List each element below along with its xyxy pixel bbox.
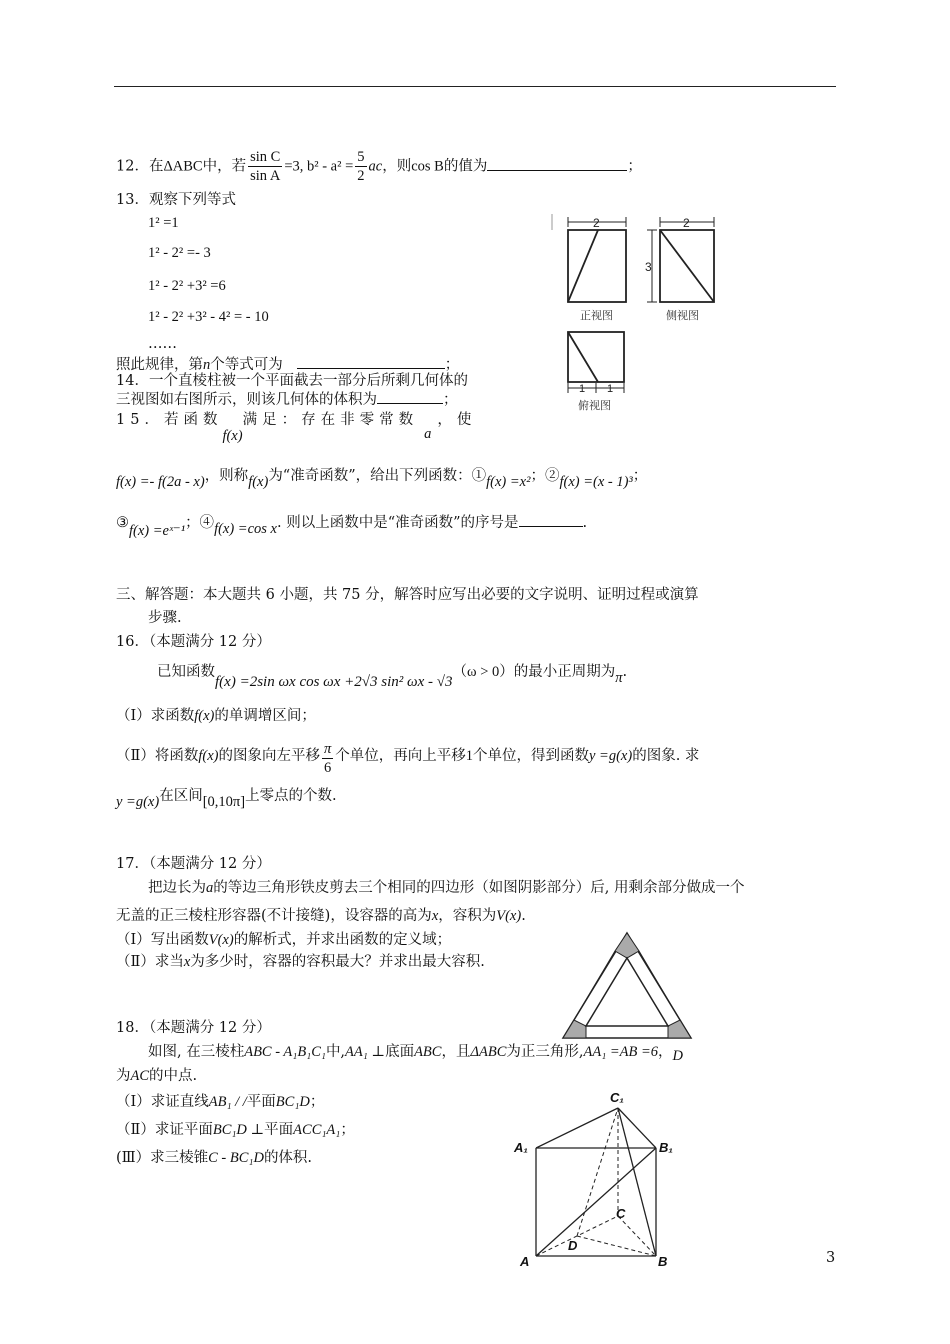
q17-title: 17．（本题满分 12 分）: [116, 856, 271, 872]
front-dim-label: 2: [593, 216, 600, 230]
q17-part1-b: 的解析式，并求出函数的定义域；: [233, 932, 452, 948]
q13-rule-text2: 个等式可为: [210, 357, 283, 373]
q17-part2-b: 为多少时，容器的容积最大？并求出最大容积.: [190, 954, 485, 970]
page-number: 3: [826, 1250, 836, 1266]
q12-answer-blank[interactable]: [487, 156, 627, 171]
q17-line1-b: 的等边三角形铁皮剪去三个相同的四边形（如图阴影部分）后, 用剩余部分做成一个: [213, 880, 745, 896]
q17-part1-vx: V(x): [208, 932, 234, 948]
q13-rule-text: 照此规律，第: [116, 357, 203, 373]
q18-line2: [116, 1066, 197, 1086]
q16-part2-fx: f(x): [198, 748, 219, 764]
q16-part1: [116, 706, 316, 726]
q16-intro: 已知函数: [157, 664, 215, 680]
q16-part2: [116, 740, 699, 777]
q15-sep2: ；: [632, 468, 648, 484]
q16-part2-line2: [116, 786, 337, 810]
q16-line3-b: 上零点的个数.: [245, 788, 337, 804]
q14-line2: [116, 389, 458, 410]
q15-line3: [116, 512, 588, 539]
q17-part2-a: （Ⅱ）求当: [116, 954, 184, 970]
q12-cosb: cos B: [411, 158, 444, 175]
q18-part1: [116, 1092, 324, 1112]
q18-line1-d: ，且: [441, 1044, 471, 1060]
q16-pi: π: [615, 670, 623, 686]
q18-line1-b: 中,: [325, 1044, 346, 1060]
label-D: D: [568, 1238, 578, 1253]
front-view: [568, 216, 626, 322]
q18-part3-a: (Ⅲ）求三棱锥: [116, 1150, 209, 1166]
q16-intro-line: [157, 662, 628, 690]
q17-part1-a: （Ⅰ）写出函数: [116, 932, 209, 948]
q14-line1: 14．一个直棱柱被一个平面截去一部分后所剩几何体的: [116, 373, 468, 389]
q16-title: 16．（本题满分 12 分）: [116, 634, 271, 650]
q18-prism: ABC - A₁B₁C₁: [244, 1044, 326, 1060]
q13-label: 13．观察下列等式: [116, 192, 236, 208]
q18-part3-b: 的体积.: [263, 1150, 313, 1166]
q15-fx2: f(x): [248, 474, 269, 490]
q15-f2: f(x) =(x - 1)³: [559, 474, 633, 490]
q18-line1-a: 如图, 在三棱柱: [148, 1044, 245, 1060]
q18-part2: [116, 1120, 355, 1140]
q18-line1-c: 底面: [385, 1044, 415, 1060]
q15-f3: f(x) =eˣ⁻¹: [129, 523, 186, 539]
q16-one: 1: [465, 748, 473, 764]
label-C: C: [616, 1206, 626, 1221]
q18-aa1: AA₁ ⊥: [345, 1044, 386, 1060]
q12-text1: 中，若: [202, 158, 247, 175]
q17-part2: [116, 952, 485, 972]
q16-part2-e: 的图象. 求: [632, 748, 700, 764]
q17-line2-c: .: [521, 908, 526, 924]
q18-part3: [116, 1148, 312, 1168]
q14-end: ；: [443, 392, 458, 408]
q12-text2: ，则: [382, 158, 412, 175]
q15-fx: f(x): [222, 428, 243, 444]
q12-eq1: =3, b² - a² =: [284, 158, 354, 175]
q18-part1-a: （Ⅰ）求证直线: [116, 1094, 209, 1110]
q18-abc: ABC: [414, 1044, 442, 1060]
q14-line2-text: 三视图如右图所示，则该几何体的体积为: [116, 392, 377, 408]
q15-line2: [116, 466, 648, 490]
section3-line2: 步骤.: [148, 610, 182, 626]
q16-part2-c: 个单位，再向上平移: [335, 748, 466, 764]
q15-text-a: 15．若函数: [116, 412, 223, 428]
q18-part1-b: 平面: [246, 1094, 276, 1110]
q13-eq-3: 1² - 2² +3² =6: [148, 278, 226, 294]
prism-figure: [508, 1086, 688, 1272]
q13-eq-1: 1² =1: [148, 215, 179, 231]
q15-f1: f(x) =x²: [486, 474, 531, 490]
q18-ab1: AB₁ / /: [208, 1094, 247, 1110]
q15-answer-blank[interactable]: [519, 512, 583, 527]
q18-bc1d: BC₁D: [275, 1094, 310, 1110]
q16-interval: [0,10π]: [202, 794, 246, 810]
q17-part2-x: x: [183, 954, 191, 970]
q12-line: [116, 148, 642, 185]
q16-part2-d: 个单位，得到函数: [473, 748, 589, 764]
q15-sep1: ；②: [530, 468, 560, 484]
q17-x: x: [431, 908, 439, 924]
q15-f4: f(x) =cos x: [214, 521, 277, 537]
q13-answer-blank[interactable]: [297, 354, 445, 369]
q15-a: a: [424, 426, 432, 442]
header-rule: [114, 86, 836, 87]
top-dim-right: 1: [607, 383, 614, 395]
q16-ygx: y =g(x): [589, 748, 633, 764]
q15-text-b: 满足：存在非零常数: [242, 412, 419, 428]
q15-circ3: ③: [116, 515, 129, 531]
q18-line1-e: 为正三角形,: [506, 1044, 584, 1060]
q16-part1-a: （Ⅰ）求函数: [116, 708, 195, 724]
label-A1: A₁: [514, 1140, 528, 1155]
top-dim-left: 1: [579, 383, 586, 395]
label-B: B: [658, 1254, 668, 1269]
q18-line2-b: 的中点.: [149, 1068, 198, 1084]
q15-line2-b: 为“准奇函数”，给出下列函数：①: [268, 468, 487, 484]
q15-sep3: ；④: [185, 515, 215, 531]
q15-text-c: ，使: [437, 412, 477, 428]
q12-text3: 的值为: [443, 158, 488, 175]
side-dim-label: 2: [683, 216, 690, 230]
section3-line1: 三、解答题：本大题共 6 小题，共 75 分，解答时应写出必要的文字说明、证明过程或演算: [116, 587, 699, 603]
triangle-figure: [560, 930, 695, 1045]
q16-pi-frac: $\frac{\pi}{6}$: [323, 741, 332, 776]
q18-part2-c: ；: [340, 1122, 355, 1138]
q18-part2-a: （Ⅱ）求证平面: [116, 1122, 213, 1138]
q17-line2-b: ，容积为: [438, 908, 497, 924]
label-A: A: [520, 1254, 530, 1269]
q16-dot: .: [622, 664, 628, 680]
q16-line3-a: 在区间: [159, 788, 203, 804]
q12-triangle: ΔABC: [163, 158, 203, 175]
q18-tri: ΔABC: [470, 1044, 507, 1060]
q15-end: .: [582, 515, 588, 531]
q14-answer-blank[interactable]: [377, 389, 443, 404]
q15-line2-a: ，则称: [204, 468, 249, 484]
q18-part1-c: ；: [309, 1094, 325, 1110]
label-C1: C₁: [610, 1090, 624, 1105]
q16-cond: （ω > 0）: [452, 664, 514, 680]
q12-fraction2: $\frac{5}{2}$: [357, 149, 365, 184]
three-views-figure: [548, 210, 748, 420]
q12-label: 12．在: [116, 158, 164, 175]
q17-line2: [116, 906, 526, 926]
q18-acc1a1: ACC₁A₁: [293, 1122, 341, 1138]
q17-vx: V(x): [496, 908, 522, 924]
q13-n: n: [203, 357, 211, 373]
top-view: [568, 332, 624, 412]
q13-eq-4: 1² - 2² +3² - 4² = - 10: [148, 309, 269, 325]
side-view-label: 侧视图: [666, 310, 699, 322]
q15-line1: [116, 410, 477, 444]
q16-formula: f(x) =2sin ωx cos ωx +2√3 sin² ωx - √3: [215, 674, 453, 690]
q18-part2-b: 平面: [264, 1122, 294, 1138]
q18-d: D: [672, 1048, 684, 1064]
q15-line3-b: . 则以上函数中是“准奇函数”的序号是: [276, 515, 519, 531]
q13-ellipsis: ……: [148, 336, 177, 352]
label-B1: B₁: [659, 1140, 673, 1155]
q12-fraction: $\frac{\text{sin C}}{\text{sin A}}$: [250, 149, 281, 184]
q16-part1-b: 的单调增区间；: [214, 708, 316, 724]
q18-ac: AC: [130, 1068, 150, 1084]
q17-line1-a: 把边长为: [148, 880, 206, 896]
q12-end: ；: [627, 158, 642, 175]
q16-part1-fx: f(x): [194, 708, 215, 724]
q18-line1-f: ，: [658, 1044, 673, 1060]
q16-tail: 的最小正周期为: [513, 664, 616, 680]
q17-line1: [148, 878, 744, 898]
top-view-label: 俯视图: [578, 400, 611, 412]
q16-part2-a: （Ⅱ）将函数: [116, 748, 199, 764]
q18-part2-bc1d: BC₁D ⊥: [212, 1122, 265, 1138]
q17-line2-a: 无盖的正三棱柱形容器(不计接缝)，设容器的高为: [116, 908, 432, 924]
q13-eq-2: 1² - 2² =- 3: [148, 245, 211, 261]
front-view-label: 正视图: [580, 310, 613, 322]
q18-title: 18．（本题满分 12 分）: [116, 1020, 271, 1036]
q18-cbc1d: C - BC₁D: [208, 1150, 264, 1166]
q12-ac: ac: [368, 158, 383, 175]
q13-end: ；: [444, 357, 460, 373]
q18-eq: AA₁ =AB =6: [583, 1044, 659, 1060]
q18-line2-a: 为: [116, 1068, 131, 1084]
q17-a: a: [206, 880, 214, 896]
q16-line3-ygx: y =g(x): [116, 794, 160, 810]
q17-part1: [116, 930, 451, 950]
q18-line1: [148, 1042, 683, 1062]
height-dim-label: 3: [645, 260, 652, 274]
q16-part2-b: 的图象向左平移: [218, 748, 320, 764]
q15-eq: f(x) =- f(2a - x): [116, 474, 205, 490]
side-view: [645, 216, 714, 322]
